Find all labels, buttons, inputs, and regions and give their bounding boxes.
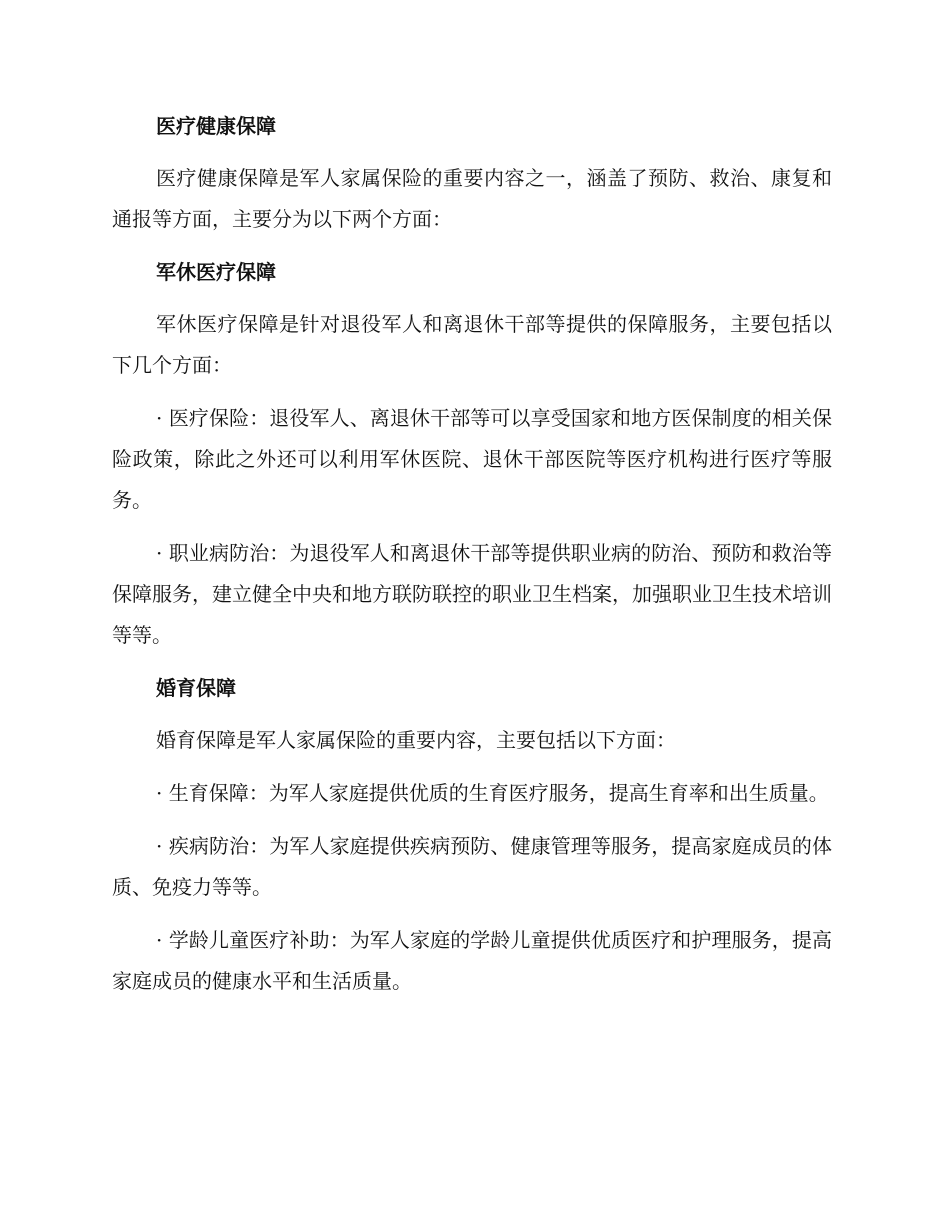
section-heading-marriage-birth: 婚育保障 (156, 676, 236, 700)
document-body (112, 106, 832, 1014)
bullet-occupational-disease: · 职业病防治：为退役军人和离退休干部等提供职业病的防治、预防和救治等保障服务，建立健全中央和地方联防联控的职业卫生档案，加强职业卫生技术培训等等。 (112, 541, 832, 647)
section-heading-medical-health: 医疗健康保障 (156, 114, 276, 138)
bullet-school-age-children: · 学龄儿童医疗补助：为军人家庭的学龄儿童提供优质医疗和护理服务，提高家庭成员的健康水平和生活质量。 (112, 928, 832, 993)
bullet-birth-protection: · 生育保障：为军人家庭提供优质的生育医疗服务，提高生育率和出生质量。 (156, 781, 829, 805)
section-intro-medical-health: 医疗健康保障是军人家属保险的重要内容之一，涵盖了预防、救治、康复和通报等方面，主要分为以下两个方面： (112, 166, 832, 231)
section-intro-retired-medical: 军休医疗保障是针对退役军人和离退休干部等提供的保障服务，主要包括以下几个方面： (112, 312, 832, 377)
bullet-disease-prevention: · 疾病防治：为军人家庭提供疾病预防、健康管理等服务，提高家庭成员的体质、免疫力等等。 (112, 834, 832, 899)
section-intro-marriage-birth: 婚育保障是军人家属保险的重要内容，主要包括以下方面： (156, 728, 676, 752)
section-heading-retired-medical: 军休医疗保障 (156, 260, 276, 284)
bullet-medical-insurance: · 医疗保险：退役军人、离退休干部等可以享受国家和地方医保制度的相关保险政策，除此之外还可以利用军休医院、退休干部医院等医疗机构进行医疗等服务。 (112, 406, 832, 512)
